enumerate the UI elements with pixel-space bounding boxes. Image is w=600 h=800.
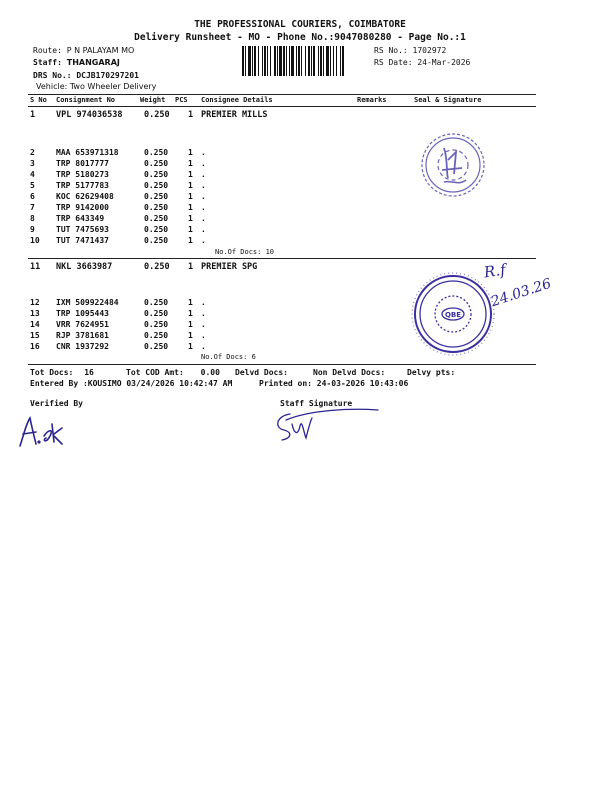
barcode-bar (298, 46, 300, 76)
row-consignment: TUT 7471437 (56, 236, 109, 245)
company-name: THE PROFESSIONAL COURIERS, COIMBATORE (194, 19, 406, 30)
row-weight: 0.250 (144, 110, 170, 120)
row-weight: 0.250 (144, 298, 169, 307)
barcode-bar (326, 46, 329, 76)
barcode-bar (274, 46, 276, 76)
rs-no-value: 1702972 (412, 46, 447, 55)
barcode-image (242, 46, 370, 76)
drs-line (33, 71, 139, 80)
handwritten-date: 24.03.26 (489, 275, 554, 311)
row-consignment: KOC 62629408 (56, 192, 114, 201)
row-weight: 0.250 (144, 148, 169, 157)
row-weight: 0.250 (144, 159, 169, 168)
drs-label: DRS No.: (33, 71, 72, 80)
barcode-bar (301, 46, 302, 76)
row-sno: 5 (30, 181, 35, 190)
row-pcs: 1 (188, 159, 193, 168)
row-sno: 8 (30, 214, 35, 223)
row-consignment: NKL 3663987 (56, 262, 113, 272)
verified-by-label: Verified By (30, 399, 83, 408)
row-pcs: 1 (188, 342, 193, 351)
row-sno: 16 (30, 342, 40, 351)
row-sno: 1 (30, 110, 36, 120)
group-doc-count: No.Of Docs: 10 (215, 248, 275, 256)
row-weight: 0.250 (144, 309, 169, 318)
row-consignment: TRP 643349 (56, 214, 105, 223)
row-consignee: . (201, 148, 206, 157)
row-consignment: TRP 5177783 (56, 181, 109, 190)
staff-value: THANGARAJ (66, 58, 120, 67)
tot-docs-label: Tot Docs: (30, 368, 74, 377)
barcode-bar (258, 46, 259, 76)
row-sno: 9 (30, 225, 35, 234)
row-pcs: 1 (188, 320, 193, 329)
row-consignment: IXM 509922484 (56, 298, 119, 307)
barcode-bar (252, 46, 253, 76)
barcode-bar (291, 46, 294, 76)
row-pcs: 1 (188, 236, 193, 245)
barcode-bar (289, 46, 290, 76)
row-consignee: . (201, 214, 206, 223)
header-rule-top (28, 94, 536, 95)
row-consignment: TRP 9142000 (56, 203, 109, 212)
barcode-bar (340, 46, 341, 76)
group-divider (28, 364, 536, 365)
row-weight: 0.250 (144, 170, 169, 179)
row-consignment: VPL 974036538 (56, 110, 123, 120)
barcode-bar (279, 46, 282, 76)
barcode-bar (242, 46, 244, 76)
barcode-bar (286, 46, 287, 76)
row-consignment: CNR 1937292 (56, 342, 109, 351)
row-consignment: TRP 1095443 (56, 309, 109, 318)
barcode-bar (277, 46, 278, 76)
barcode-bar (342, 46, 344, 76)
row-sno: 14 (30, 320, 40, 329)
row-weight: 0.250 (144, 236, 169, 245)
barcode-bar (313, 46, 315, 76)
verified-by-signature (16, 414, 66, 450)
route-value: P N PALAYAM MO (66, 46, 135, 55)
barcode-bar (323, 46, 324, 76)
stamp-text: QBE (444, 311, 462, 319)
row-consignee: . (201, 159, 206, 168)
vehicle-label: Vehicle: (36, 82, 68, 91)
col-consignment: Consignment No (56, 96, 116, 104)
barcode-bar (245, 46, 246, 76)
staff-signature-label: Staff Signature (280, 399, 353, 408)
row-pcs: 1 (188, 181, 193, 190)
barcode-bar (254, 46, 256, 76)
seal-stamp-1 (418, 130, 488, 200)
row-sno: 2 (30, 148, 35, 157)
row-consignee: . (201, 170, 206, 179)
barcode-bar (264, 46, 266, 76)
row-weight: 0.250 (144, 192, 169, 201)
barcode-bar (330, 46, 331, 76)
row-consignee: . (201, 309, 206, 318)
row-consignee: . (201, 192, 206, 201)
row-weight: 0.250 (144, 320, 169, 329)
col-pcs: PCS (175, 96, 188, 104)
entered-by: Entered By :KOUSIMO 03/24/2026 10:42:47 AM (30, 379, 233, 388)
tot-docs (30, 368, 94, 377)
col-consignee: Consignee Details (201, 96, 273, 104)
row-sno: 15 (30, 331, 40, 340)
tot-cod-value: 0.00 (200, 368, 220, 377)
row-pcs: 1 (188, 225, 193, 234)
tot-cod-label: Tot COD Amt: (126, 368, 184, 377)
row-consignee: . (201, 225, 206, 234)
row-consignee: . (201, 298, 206, 307)
rs-date-line (374, 58, 470, 67)
row-pcs: 1 (188, 309, 193, 318)
row-pcs: 1 (188, 148, 193, 157)
staff-signature-mark (270, 404, 390, 444)
handwritten-note: R.f (482, 260, 507, 282)
barcode-bar (305, 46, 306, 76)
row-consignee: . (201, 320, 206, 329)
runsheet-title: Delivery Runsheet - MO - Phone No.:9047080280 - Page No.:1 (134, 32, 466, 43)
row-weight: 0.250 (144, 203, 169, 212)
row-consignee: . (201, 181, 206, 190)
row-consignee: . (201, 236, 206, 245)
tot-cod (126, 368, 220, 377)
staff-line (33, 58, 120, 67)
row-weight: 0.250 (144, 225, 169, 234)
row-consignee: . (201, 203, 206, 212)
vehicle-line (36, 82, 156, 91)
row-weight: 0.250 (144, 181, 169, 190)
rs-date-label: RS Date: (374, 58, 413, 67)
row-weight: 0.250 (144, 331, 169, 340)
group-divider (28, 258, 536, 259)
row-sno: 11 (30, 262, 41, 272)
route-line (33, 46, 134, 55)
row-consignment: TRP 5180273 (56, 170, 109, 179)
barcode-bar (270, 46, 271, 76)
row-pcs: 1 (188, 298, 193, 307)
vehicle-value: Two Wheeler Delivery (69, 82, 157, 91)
barcode-bar (320, 46, 322, 76)
col-remarks: Remarks (357, 96, 387, 104)
col-weight: Weight (140, 96, 166, 104)
printed-on: Printed on: 24-03-2026 10:43:06 (259, 379, 409, 388)
row-weight: 0.250 (144, 262, 170, 272)
row-weight: 0.250 (144, 214, 169, 223)
delvy-pts-label: Delvy pts: (407, 368, 456, 377)
barcode-bar (296, 46, 297, 76)
drs-value: DCJB170297201 (76, 71, 139, 80)
row-consignment: TUT 7475693 (56, 225, 109, 234)
col-sno: S No (30, 96, 47, 104)
row-consignment: MAA 653971318 (56, 148, 119, 157)
barcode-bar (308, 46, 310, 76)
header-rule-bottom (28, 106, 536, 107)
row-sno: 12 (30, 298, 40, 307)
non-delvd-docs-label: Non Delvd Docs: (313, 368, 386, 377)
row-pcs: 1 (188, 262, 194, 272)
row-pcs: 1 (188, 192, 193, 201)
row-weight: 0.250 (144, 342, 169, 351)
row-pcs: 1 (188, 170, 193, 179)
row-consignment: RJP 3781681 (56, 331, 109, 340)
row-pcs: 1 (188, 110, 194, 120)
rs-no-label: RS No.: (374, 46, 408, 55)
row-consignee: . (201, 331, 206, 340)
barcode-bar (333, 46, 334, 76)
row-consignee: . (201, 342, 206, 351)
row-sno: 3 (30, 159, 35, 168)
col-seal: Seal & Signature (414, 96, 482, 104)
tot-docs-value: 16 (84, 368, 94, 377)
barcode-bar (311, 46, 312, 76)
rs-date-value: 24-Mar-2026 (417, 58, 471, 67)
row-pcs: 1 (188, 331, 193, 340)
barcode-bar (283, 46, 285, 76)
row-sno: 10 (30, 236, 40, 245)
group-doc-count: No.Of Docs: 6 (201, 353, 256, 361)
row-pcs: 1 (188, 214, 193, 223)
row-sno: 6 (30, 192, 35, 201)
row-consignment: TRP 8017777 (56, 159, 109, 168)
row-consignee: PREMIER MILLS (201, 110, 268, 120)
staff-label: Staff: (33, 58, 62, 67)
barcode-bar (336, 46, 337, 76)
rs-no-line (374, 46, 446, 55)
row-sno: 7 (30, 203, 35, 212)
delvd-docs-label: Delvd Docs: (235, 368, 288, 377)
row-consignment: VRR 7624951 (56, 320, 109, 329)
barcode-bar (267, 46, 268, 76)
barcode-bar (248, 46, 251, 76)
route-label: Route: (33, 46, 62, 55)
barcode-bar (318, 46, 319, 76)
row-sno: 13 (30, 309, 40, 318)
row-sno: 4 (30, 170, 35, 179)
barcode-bar (262, 46, 263, 76)
row-consignee: PREMIER SPG (201, 262, 258, 272)
row-pcs: 1 (188, 203, 193, 212)
seal-stamp-2 (408, 270, 498, 358)
